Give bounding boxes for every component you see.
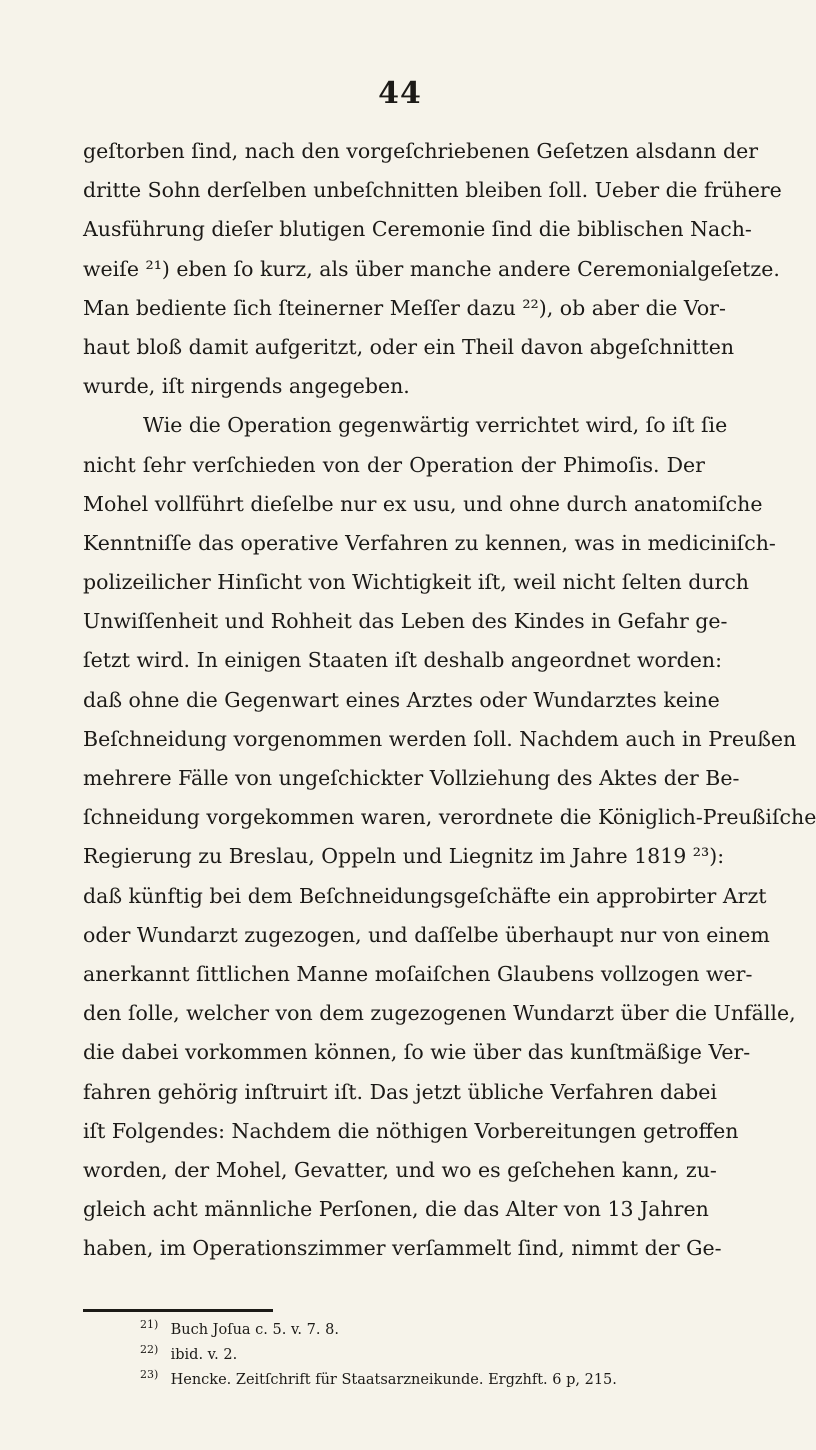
text-line: Man bediente ſich ſteinerner Meſſer dazu ²²), ob aber die Vor- <box>83 295 726 320</box>
text-line: dritte Sohn derſelben unbeſchnitten bleiben ſoll. Ueber die frühere <box>83 178 782 203</box>
footnote: 23) Hencke. Zeitſchrift für Staatsarzneikunde. Ergzhft. 6 p, 215. <box>140 1368 617 1388</box>
text-line: mehrere Fälle von ungeſchickter Vollziehung des Aktes der Be- <box>83 766 740 790</box>
page-number: 44 <box>378 76 422 111</box>
footnote-text: Hencke. Zeitſchrift für Staatsarzneikunde. Ergzhft. 6 p, 215. <box>170 1372 617 1388</box>
text-line: wurde, iſt nirgends angegeben. <box>83 374 410 399</box>
text-line: polizeilicher Hinſicht von Wichtigkeit iſt, weil nicht ſelten durch <box>83 570 749 595</box>
text-line: weiſe ²¹) eben ſo kurz, als über manche andere Ceremonialgeſetze. <box>83 256 780 281</box>
text-line: Mohel vollführt dieſelbe nur ex usu, und ohne durch anatomiſche <box>83 491 763 516</box>
text-line: nicht ſehr verſchieden von der Operation der Phimoſis. Der <box>83 452 705 477</box>
text-line: gleich acht männliche Perſonen, die das Alter von 13 Jahren <box>83 1197 709 1222</box>
text-line: ſchneidung vorgekommen waren, verordnete die Königlich-Preußiſche <box>83 805 816 830</box>
footnote: 22) ibid. v. 2. <box>140 1343 238 1363</box>
text-line: Kenntniſſe das operative Verfahren zu kennen, was in mediciniſch- <box>83 530 776 555</box>
text-line: Beſchneidung vorgenommen werden ſoll. Nachdem auch in Preußen <box>83 726 797 751</box>
text-line: daß künftig bei dem Beſchneidungsgeſchäfte ein approbirter Arzt <box>83 883 767 908</box>
text-line: worden, der Mohel, Gevatter, und wo es geſchehen kann, zu- <box>83 1157 717 1182</box>
text-line: iſt Folgendes: Nachdem die nöthigen Vorbereitungen getroffen <box>83 1118 739 1143</box>
text-line: Regierung zu Breslau, Oppeln und Liegnitz im Jahre 1819 ²³): <box>83 844 725 869</box>
footnote: 21) Buch Joſua c. 5. v. 7. 8. <box>140 1318 339 1338</box>
text-line: ſetzt wird. In einigen Staaten iſt deshalb angeordnet worden: <box>83 648 723 673</box>
footnotes <box>140 1318 710 1393</box>
body-text <box>83 132 816 1268</box>
text-line: fahren gehörig inſtruirt iſt. Das jetzt übliche Verfahren dabei <box>83 1079 717 1104</box>
text-line: Ausführung dieſer blutigen Ceremonie ſind die biblischen Nach- <box>83 217 752 242</box>
text-line: geſtorben ſind, nach den vorgeſchriebenen Geſetzen alsdann der <box>83 139 759 163</box>
text-line: daß ohne die Gegenwart eines Arztes oder Wundarztes keine <box>83 687 720 712</box>
text-line: haben, im Operationszimmer verſammelt ſind, nimmt der Ge- <box>83 1236 722 1261</box>
text-line: anerkannt ſittlichen Manne moſaiſchen Glaubens vollzogen wer- <box>83 961 753 986</box>
text-line: den ſolle, welcher von dem zugezogenen Wundarzt über die Unfälle, <box>83 1001 796 1026</box>
text-line: oder Wundarzt zugezogen, und daſſelbe überhaupt nur von einem <box>83 922 770 947</box>
text-line: haut bloß damit aufgeritzt, oder ein Theil davon abgeſchnitten <box>83 334 735 359</box>
footnote-divider <box>83 1309 273 1312</box>
footnote-text: Buch Joſua c. 5. v. 7. 8. <box>170 1322 339 1338</box>
text-line: Wie die Operation gegenwärtig verrichtet wird, ſo iſt ſie <box>143 413 728 438</box>
text-line: die dabei vorkommen können, ſo wie über das kunſtmäßige Ver- <box>83 1040 751 1065</box>
text-line: Unwiſſenheit und Rohheit das Leben des Kindes in Gefahr ge- <box>83 609 728 634</box>
footnote-text: ibid. v. 2. <box>170 1347 238 1363</box>
